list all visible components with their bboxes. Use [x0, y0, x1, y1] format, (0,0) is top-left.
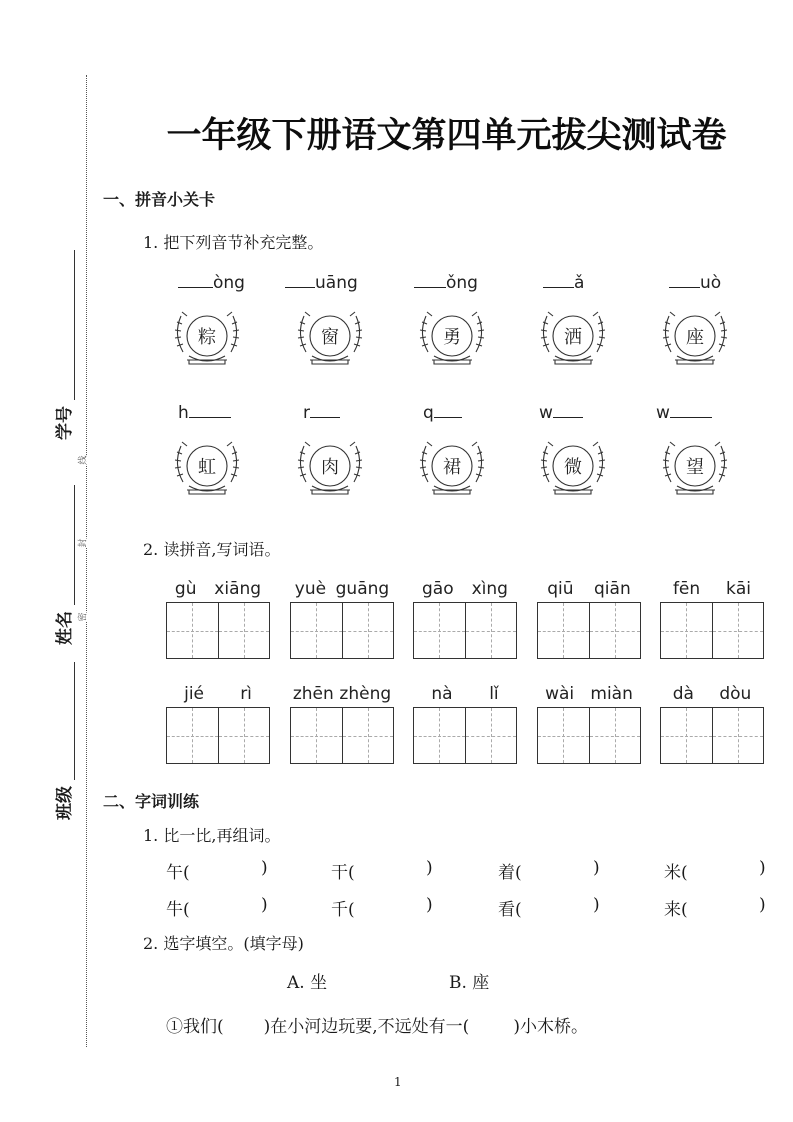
- writing-cell[interactable]: [661, 603, 712, 658]
- writing-cell[interactable]: [465, 708, 517, 763]
- wreath-badge: [412, 436, 492, 502]
- pinyin-blank[interactable]: [553, 403, 583, 418]
- s1-q1-prompt: 1. 把下列音节补充完整。: [143, 233, 324, 252]
- paren-close: ): [261, 858, 268, 878]
- sentence-part: )小木桥。: [513, 1017, 588, 1037]
- badge-char: 粽: [198, 327, 216, 348]
- compare-char: 着: [498, 863, 515, 883]
- compare-char: 午: [166, 863, 183, 883]
- sentence-part: ①我们(: [166, 1017, 224, 1037]
- writing-cell[interactable]: [465, 603, 517, 658]
- sentence-part: )在小河边玩要,不远处有一(: [263, 1017, 470, 1037]
- class-label: 班级: [55, 786, 75, 820]
- pinyin-blank-item[interactable]: [303, 403, 340, 423]
- seal-dotted-line: [86, 75, 87, 1047]
- pinyin-syllable: qiū: [547, 579, 574, 599]
- wreath-badge: [655, 436, 735, 502]
- badge-char: 肉: [321, 457, 339, 478]
- page-title: 一年级下册语文第四单元拔尖测试卷: [166, 116, 727, 156]
- compare-item[interactable]: [331, 895, 441, 920]
- seal-mark-xian: 线: [78, 455, 89, 465]
- paren-open: (: [348, 863, 355, 883]
- pinyin-syllable: lǐ: [489, 684, 499, 704]
- compare-char: 千: [331, 900, 348, 920]
- pinyin-prefix: q: [423, 403, 434, 423]
- pinyin-syllable: dòu: [719, 684, 752, 704]
- pinyin-syllable: miàn: [590, 684, 633, 704]
- pinyin-prefix: w: [656, 403, 670, 423]
- pinyin-blank-item[interactable]: [669, 273, 721, 293]
- writing-cell[interactable]: [414, 603, 465, 658]
- pinyin-blank-item[interactable]: [543, 273, 584, 293]
- word-grid-group: [660, 578, 764, 659]
- compare-char: 看: [498, 900, 515, 920]
- badge-char: 洒: [564, 327, 582, 348]
- word-grid-group: [166, 578, 270, 659]
- badge-char: 座: [686, 327, 704, 348]
- paren-open: (: [183, 863, 190, 883]
- paren-close: ): [593, 858, 600, 878]
- s2-q2-prompt: 2. 选字填空。(填字母): [143, 934, 304, 953]
- pinyin-suffix: òng: [213, 273, 245, 293]
- compare-char: 干: [331, 863, 348, 883]
- pinyin-syllable: jié: [184, 684, 204, 704]
- section-2-heading: 二、字词训练: [103, 792, 200, 811]
- writing-cell[interactable]: [167, 708, 218, 763]
- badge-char: 虹: [198, 457, 216, 478]
- pinyin-blank[interactable]: [543, 273, 574, 288]
- word-grid-group: [537, 578, 641, 659]
- pinyin-syllable: gāo: [422, 579, 454, 599]
- badge-char: 窗: [321, 327, 339, 348]
- pinyin-blank[interactable]: [434, 403, 462, 418]
- wreath-badge: [290, 306, 370, 372]
- paren-open: (: [515, 863, 522, 883]
- writing-cell[interactable]: [661, 708, 712, 763]
- word-grid-group: [166, 683, 270, 764]
- word-grid-group: [290, 578, 394, 659]
- paren-close: ): [593, 895, 600, 915]
- writing-cell[interactable]: [589, 708, 641, 763]
- pinyin-syllable: zhēn: [292, 684, 334, 704]
- paren-close: ): [759, 858, 766, 878]
- writing-cell[interactable]: [291, 603, 342, 658]
- writing-cell[interactable]: [342, 708, 394, 763]
- pinyin-blank-item[interactable]: [539, 403, 583, 423]
- option-b: B. 座: [449, 973, 490, 993]
- pinyin-blank-item[interactable]: [178, 273, 245, 293]
- compare-char: 来: [664, 900, 681, 920]
- word-grid-group: [290, 683, 394, 764]
- writing-cell[interactable]: [538, 603, 589, 658]
- writing-cell[interactable]: [538, 708, 589, 763]
- compare-item[interactable]: [498, 895, 608, 920]
- compare-item[interactable]: [166, 895, 276, 920]
- pinyin-syllable: fēn: [672, 579, 701, 599]
- word-grid-group: [413, 683, 517, 764]
- pinyin-syllable: nà: [431, 684, 453, 704]
- writing-cell[interactable]: [342, 603, 394, 658]
- badge-char: 裙: [443, 457, 461, 478]
- s1-q2-prompt: 2. 读拼音,写词语。: [143, 540, 281, 559]
- writing-cell[interactable]: [414, 708, 465, 763]
- compare-item[interactable]: [498, 858, 608, 883]
- paren-open: (: [348, 900, 355, 920]
- pinyin-suffix: uāng: [315, 273, 358, 293]
- writing-cell[interactable]: [291, 708, 342, 763]
- s2-q1-prompt: 1. 比一比,再组词。: [143, 826, 281, 845]
- seal-mark-feng: 封: [78, 538, 89, 548]
- wreath-badge: [290, 436, 370, 502]
- pinyin-syllable: zhèng: [339, 684, 392, 704]
- wreath-badge: [655, 306, 735, 372]
- compare-item[interactable]: [166, 858, 276, 883]
- wreath-badge: [167, 436, 247, 502]
- pinyin-blank[interactable]: [670, 403, 712, 418]
- paren-close: ): [261, 895, 268, 915]
- word-grid-group: [413, 578, 517, 659]
- paren-open: (: [515, 900, 522, 920]
- pinyin-prefix: h: [178, 403, 189, 423]
- pinyin-syllable: xiāng: [214, 579, 262, 599]
- writing-cell[interactable]: [589, 603, 641, 658]
- pinyin-syllable: qiān: [594, 579, 631, 599]
- name-input-line[interactable]: [73, 485, 75, 605]
- pinyin-blank[interactable]: [285, 273, 315, 288]
- pinyin-blank[interactable]: [414, 273, 446, 288]
- compare-char: 米: [664, 863, 681, 883]
- pinyin-blank[interactable]: [669, 273, 700, 288]
- paren-close: ): [426, 858, 433, 878]
- wreath-badge: [533, 306, 613, 372]
- pinyin-suffix: ǒng: [446, 273, 478, 293]
- pinyin-suffix: ǎ: [574, 273, 585, 293]
- paren-open: (: [183, 900, 190, 920]
- writing-cell[interactable]: [167, 603, 218, 658]
- writing-cell[interactable]: [712, 708, 764, 763]
- pinyin-blank-item[interactable]: [656, 403, 712, 423]
- pinyin-syllable: dà: [672, 684, 694, 704]
- word-grid-group: [660, 683, 764, 764]
- pinyin-suffix: uò: [700, 273, 722, 293]
- pinyin-syllable: wài: [545, 684, 575, 704]
- option-a: A. 坐: [287, 973, 328, 993]
- pinyin-blank-item[interactable]: [285, 273, 358, 293]
- paren-open: (: [681, 900, 688, 920]
- badge-char: 勇: [443, 327, 461, 348]
- pinyin-syllable: gù: [174, 579, 197, 599]
- pinyin-blank[interactable]: [189, 403, 231, 418]
- wreath-badge: [533, 436, 613, 502]
- paren-open: (: [681, 863, 688, 883]
- page-number: 1: [394, 1075, 402, 1089]
- badge-char: 微: [564, 457, 582, 478]
- pinyin-syllable: guāng: [335, 579, 390, 599]
- pinyin-blank-item[interactable]: [414, 273, 478, 293]
- pinyin-prefix: w: [539, 403, 553, 423]
- compare-item[interactable]: [331, 858, 441, 883]
- pinyin-blank[interactable]: [310, 403, 340, 418]
- student-id-input-line[interactable]: [73, 250, 75, 400]
- fill-in-sentence: [166, 1012, 588, 1037]
- pinyin-syllable: yuè: [294, 579, 327, 599]
- pinyin-syllable: xìng: [471, 579, 508, 599]
- student-id-field[interactable]: [50, 250, 75, 440]
- seal-mark-mi: 密: [78, 612, 89, 622]
- paren-close: ): [426, 895, 433, 915]
- paren-close: ): [759, 895, 766, 915]
- badge-char: 望: [686, 457, 704, 478]
- name-field[interactable]: [50, 485, 75, 645]
- class-field[interactable]: [50, 662, 75, 820]
- compare-char: 牛: [166, 900, 183, 920]
- wreath-badge: [412, 306, 492, 372]
- wreath-badge: [167, 306, 247, 372]
- student-id-label: 学号: [55, 406, 75, 440]
- pinyin-blank-item[interactable]: [423, 403, 462, 423]
- pinyin-syllable: kāi: [726, 579, 752, 599]
- pinyin-prefix: r: [303, 403, 310, 423]
- word-grid-group: [537, 683, 641, 764]
- writing-cell[interactable]: [218, 708, 270, 763]
- compare-item[interactable]: [664, 895, 774, 920]
- pinyin-syllable: rì: [240, 684, 252, 704]
- compare-item[interactable]: [664, 858, 774, 883]
- writing-cell[interactable]: [712, 603, 764, 658]
- name-label: 姓名: [55, 611, 75, 645]
- pinyin-blank-item[interactable]: [178, 403, 231, 423]
- class-input-line[interactable]: [73, 662, 75, 780]
- writing-cell[interactable]: [218, 603, 270, 658]
- pinyin-blank[interactable]: [178, 273, 213, 288]
- section-1-heading: 一、拼音小关卡: [103, 190, 216, 209]
